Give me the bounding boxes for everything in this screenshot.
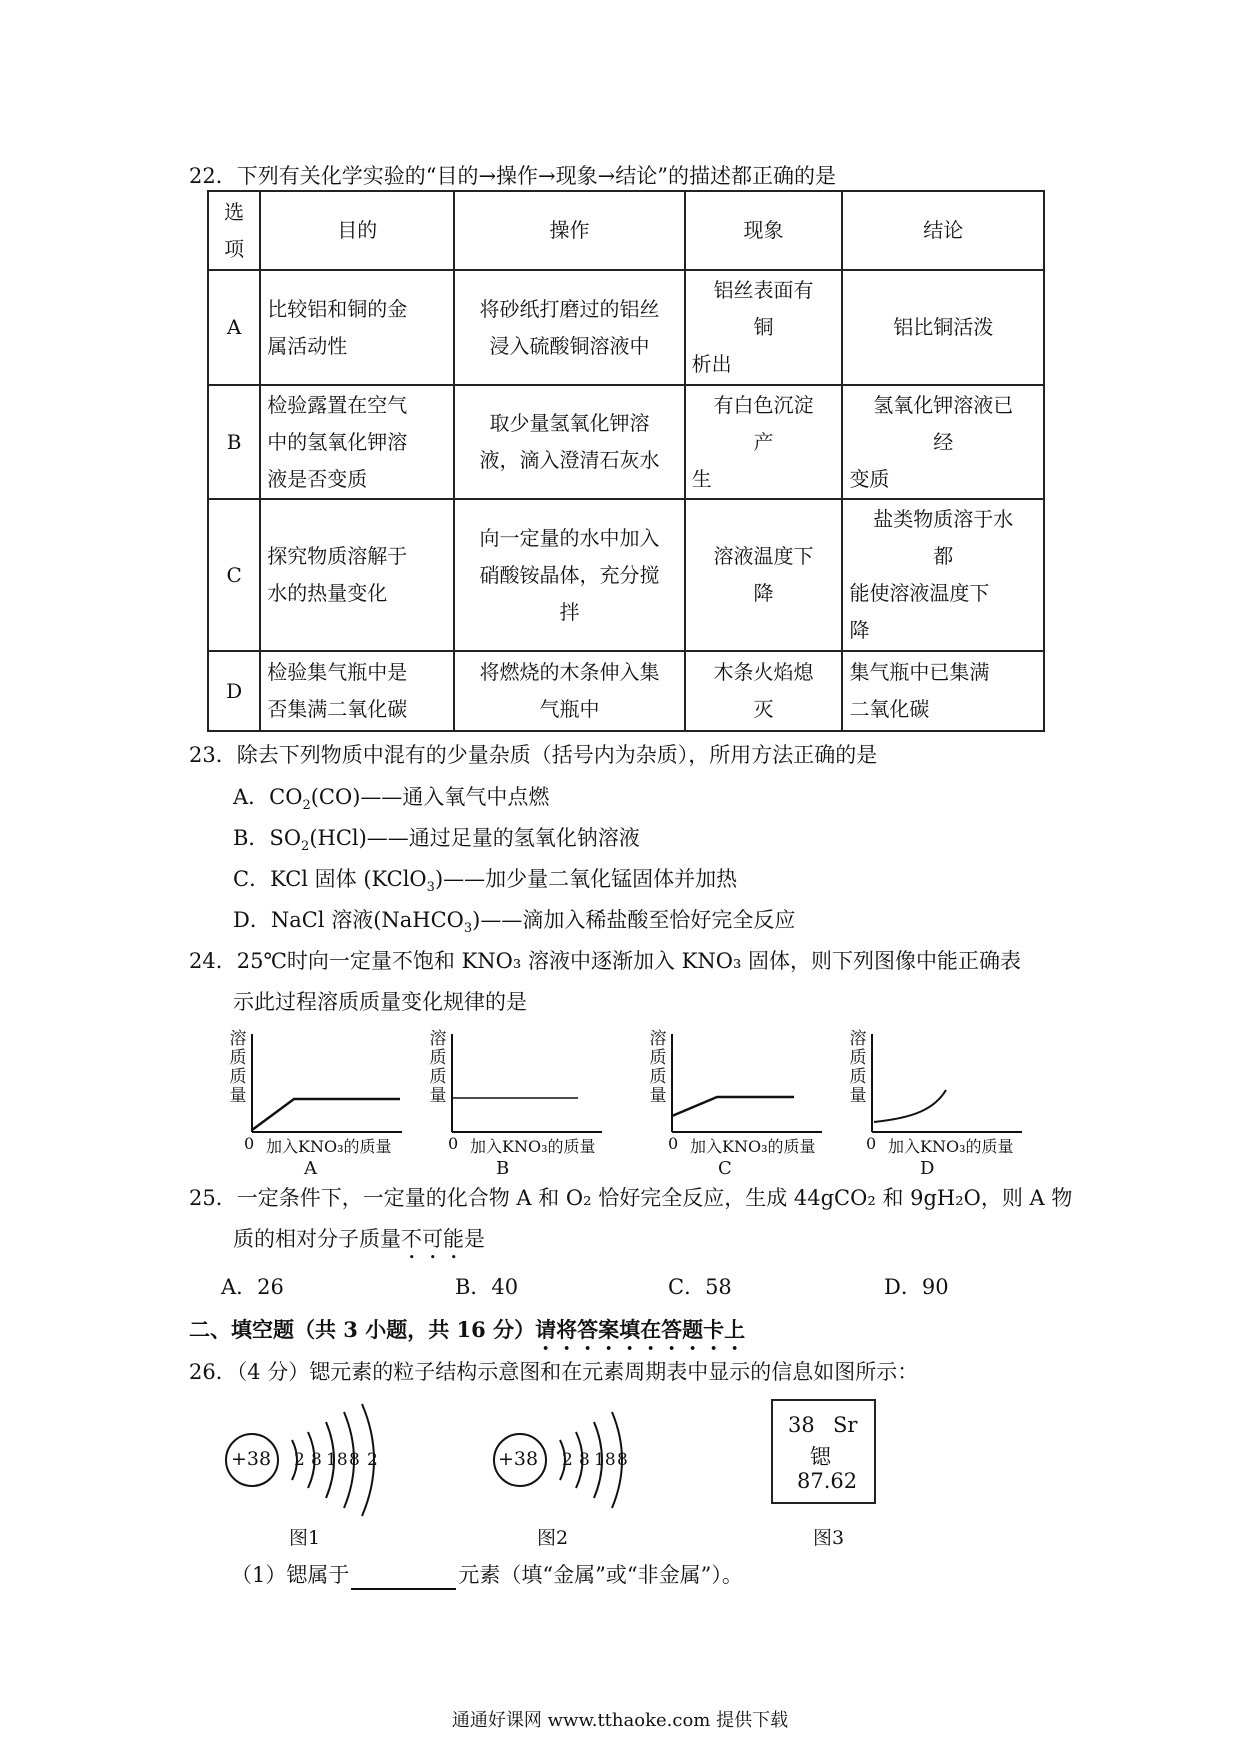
figure-2-shell-2: 8: [579, 1450, 590, 1470]
row-purpose: 检验露置在空气 中的氢氧化钾溶 液是否变质: [260, 385, 454, 499]
row-operation: 取少量氢氧化钾溶 液，滴入澄清石灰水: [454, 385, 684, 499]
graph-y-label: 溶 质 质 量: [849, 1029, 867, 1106]
figure-3-caption: 图3: [813, 1527, 845, 1549]
figure-1-shell-4: 8: [349, 1450, 360, 1470]
graph-a-plot: [252, 1030, 412, 1140]
row-purpose: 探究物质溶解于 水的热量变化: [260, 499, 454, 651]
figure-2-nucleus: +38: [498, 1448, 539, 1470]
graph-x-label: 加入KNO₃的质量: [266, 1137, 392, 1156]
q25-stem-line1: 25．一定条件下，一定量的化合物 A 和 O₂ 恰好完全反应，生成 44gCO₂ 和 9gH₂O，则 A 物: [189, 1186, 1073, 1210]
q23-option-d: D．NaCl 溶液(NaHCO$_3$)——滴加入稀盐酸至恰好完全反应: [233, 908, 796, 937]
graph-x-label: 加入KNO₃的质量: [470, 1137, 596, 1156]
q26-stem: 26．（4 分）锶元素的粒子结构示意图和在元素周期表中显示的信息如图所示：: [189, 1360, 919, 1384]
row-operation: 将砂纸打磨过的铝丝 浸入硫酸铜溶液中: [454, 270, 684, 385]
figure-2-ion: [490, 1400, 650, 1520]
graph-letter-a: A: [304, 1158, 317, 1179]
graph-y-label: 溶 质 质 量: [229, 1029, 247, 1106]
figure-1-atom: [222, 1400, 402, 1520]
row-phenomenon: 有白色沉淀 产 生: [685, 385, 843, 499]
answer-blank[interactable]: [351, 1566, 456, 1590]
row-conclusion: 集气瓶中已集满 二氧化碳: [842, 651, 1044, 731]
row-conclusion: 氢氧化钾溶液已 经 变质: [842, 385, 1044, 499]
q25-option-c: C．58: [668, 1275, 732, 1299]
graph-origin: 0: [866, 1134, 877, 1153]
row-purpose: 检验集气瓶中是 否集满二氧化碳: [260, 651, 454, 731]
row-purpose: 比较铝和铜的金 属活动性: [260, 270, 454, 385]
figure-2-shell-3: 18: [594, 1450, 616, 1470]
graph-d-plot: [872, 1030, 1032, 1140]
table-row: [208, 499, 1044, 651]
q25-option-d: D．90: [884, 1275, 949, 1299]
row-option: A: [208, 270, 260, 385]
graph-letter-c: C: [718, 1158, 732, 1179]
q23-option-c: C．KCl 固体 (KClO$_3$)——加少量二氧化锰固体并加热: [233, 867, 738, 896]
graph-origin: 0: [448, 1134, 459, 1153]
graph-x-label: 加入KNO₃的质量: [888, 1137, 1014, 1156]
graph-c-plot: [672, 1030, 832, 1140]
element-name: 锶: [810, 1445, 831, 1469]
periodic-table-cell: [771, 1399, 876, 1504]
q24-stem-line1: 24．25℃时向一定量不饱和 KNO₃ 溶液中逐渐加入 KNO₃ 固体，则下列图像中能正确表: [189, 949, 1022, 973]
q25-stem-line2: 质的相对分子质量不可能是: [233, 1227, 485, 1251]
figure-1-shell-1: 2: [294, 1450, 305, 1470]
atomic-number: 38: [788, 1413, 815, 1437]
experiment-table: [207, 190, 1045, 732]
figure-2-shell-4: 8: [617, 1450, 628, 1470]
header-purpose: 目的: [260, 191, 454, 270]
graph-origin: 0: [244, 1134, 255, 1153]
figure-1-shell-2: 8: [311, 1450, 322, 1470]
graph-y-label: 溶 质 质 量: [649, 1029, 667, 1106]
section-title: 二、填空题（共 3 小题，共 16 分）请将答案填在答题卡上: [189, 1317, 746, 1342]
graph-letter-b: B: [496, 1158, 510, 1179]
q25-option-b: B．40: [455, 1275, 519, 1299]
q26-sub1: （1）锶属于 元素（填“金属”或“非金属”）。: [231, 1560, 743, 1590]
atomic-mass: 87.62: [797, 1469, 858, 1493]
row-phenomenon: 木条火焰熄 灭: [685, 651, 843, 731]
header-operation: 操作: [454, 191, 684, 270]
q22-stem: 22．下列有关化学实验的“目的→操作→现象→结论”的描述都正确的是: [189, 164, 836, 188]
row-conclusion: 盐类物质溶于水 都 能使溶液温度下 降: [842, 499, 1044, 651]
row-operation: 向一定量的水中加入 硝酸铵晶体，充分搅 拌: [454, 499, 684, 651]
q23-option-b: B．$SO_2(HCl)——$通过足量的氢氧化钠溶液: [233, 826, 640, 855]
q23-stem: 23．除去下列物质中混有的少量杂质（括号内为杂质），所用方法正确的是: [189, 743, 878, 767]
graph-b-plot: [452, 1030, 612, 1140]
figure-1-nucleus: +38: [231, 1448, 272, 1470]
table-row: [208, 651, 1044, 731]
graph-x-label: 加入KNO₃的质量: [690, 1137, 816, 1156]
graph-y-label: 溶 质 质 量: [429, 1029, 447, 1106]
q23-option-a: A．$CO_2(CO)——$通入氧气中点燃: [233, 785, 550, 814]
figure-1-caption: 图1: [289, 1527, 321, 1549]
header-phenomenon: 现象: [685, 191, 843, 270]
element-symbol: Sr: [833, 1413, 858, 1437]
header-option: 选 项: [208, 191, 260, 270]
row-option: B: [208, 385, 260, 499]
figure-2-caption: 图2: [537, 1527, 569, 1549]
row-operation: 将燃烧的木条伸入集 气瓶中: [454, 651, 684, 731]
graph-letter-d: D: [920, 1158, 935, 1179]
row-conclusion: 铝比铜活泼: [842, 270, 1044, 385]
figure-1-shell-5: 2: [367, 1450, 378, 1470]
footer: 通通好课网 www.tthaoke.com 提供下载: [451, 1710, 789, 1731]
q24-stem-line2: 示此过程溶质质量变化规律的是: [233, 990, 527, 1014]
figure-2-shell-1: 2: [562, 1450, 573, 1470]
graph-origin: 0: [668, 1134, 679, 1153]
row-phenomenon: 铝丝表面有 铜 析出: [685, 270, 843, 385]
row-phenomenon: 溶液温度下 降: [685, 499, 843, 651]
table-row: [208, 385, 1044, 499]
figure-1-shell-3: 18: [326, 1450, 348, 1470]
table-row: [208, 270, 1044, 385]
q25-option-a: A．26: [221, 1275, 284, 1299]
row-option: C: [208, 499, 260, 651]
row-option: D: [208, 651, 260, 731]
header-conclusion: 结论: [842, 191, 1044, 270]
